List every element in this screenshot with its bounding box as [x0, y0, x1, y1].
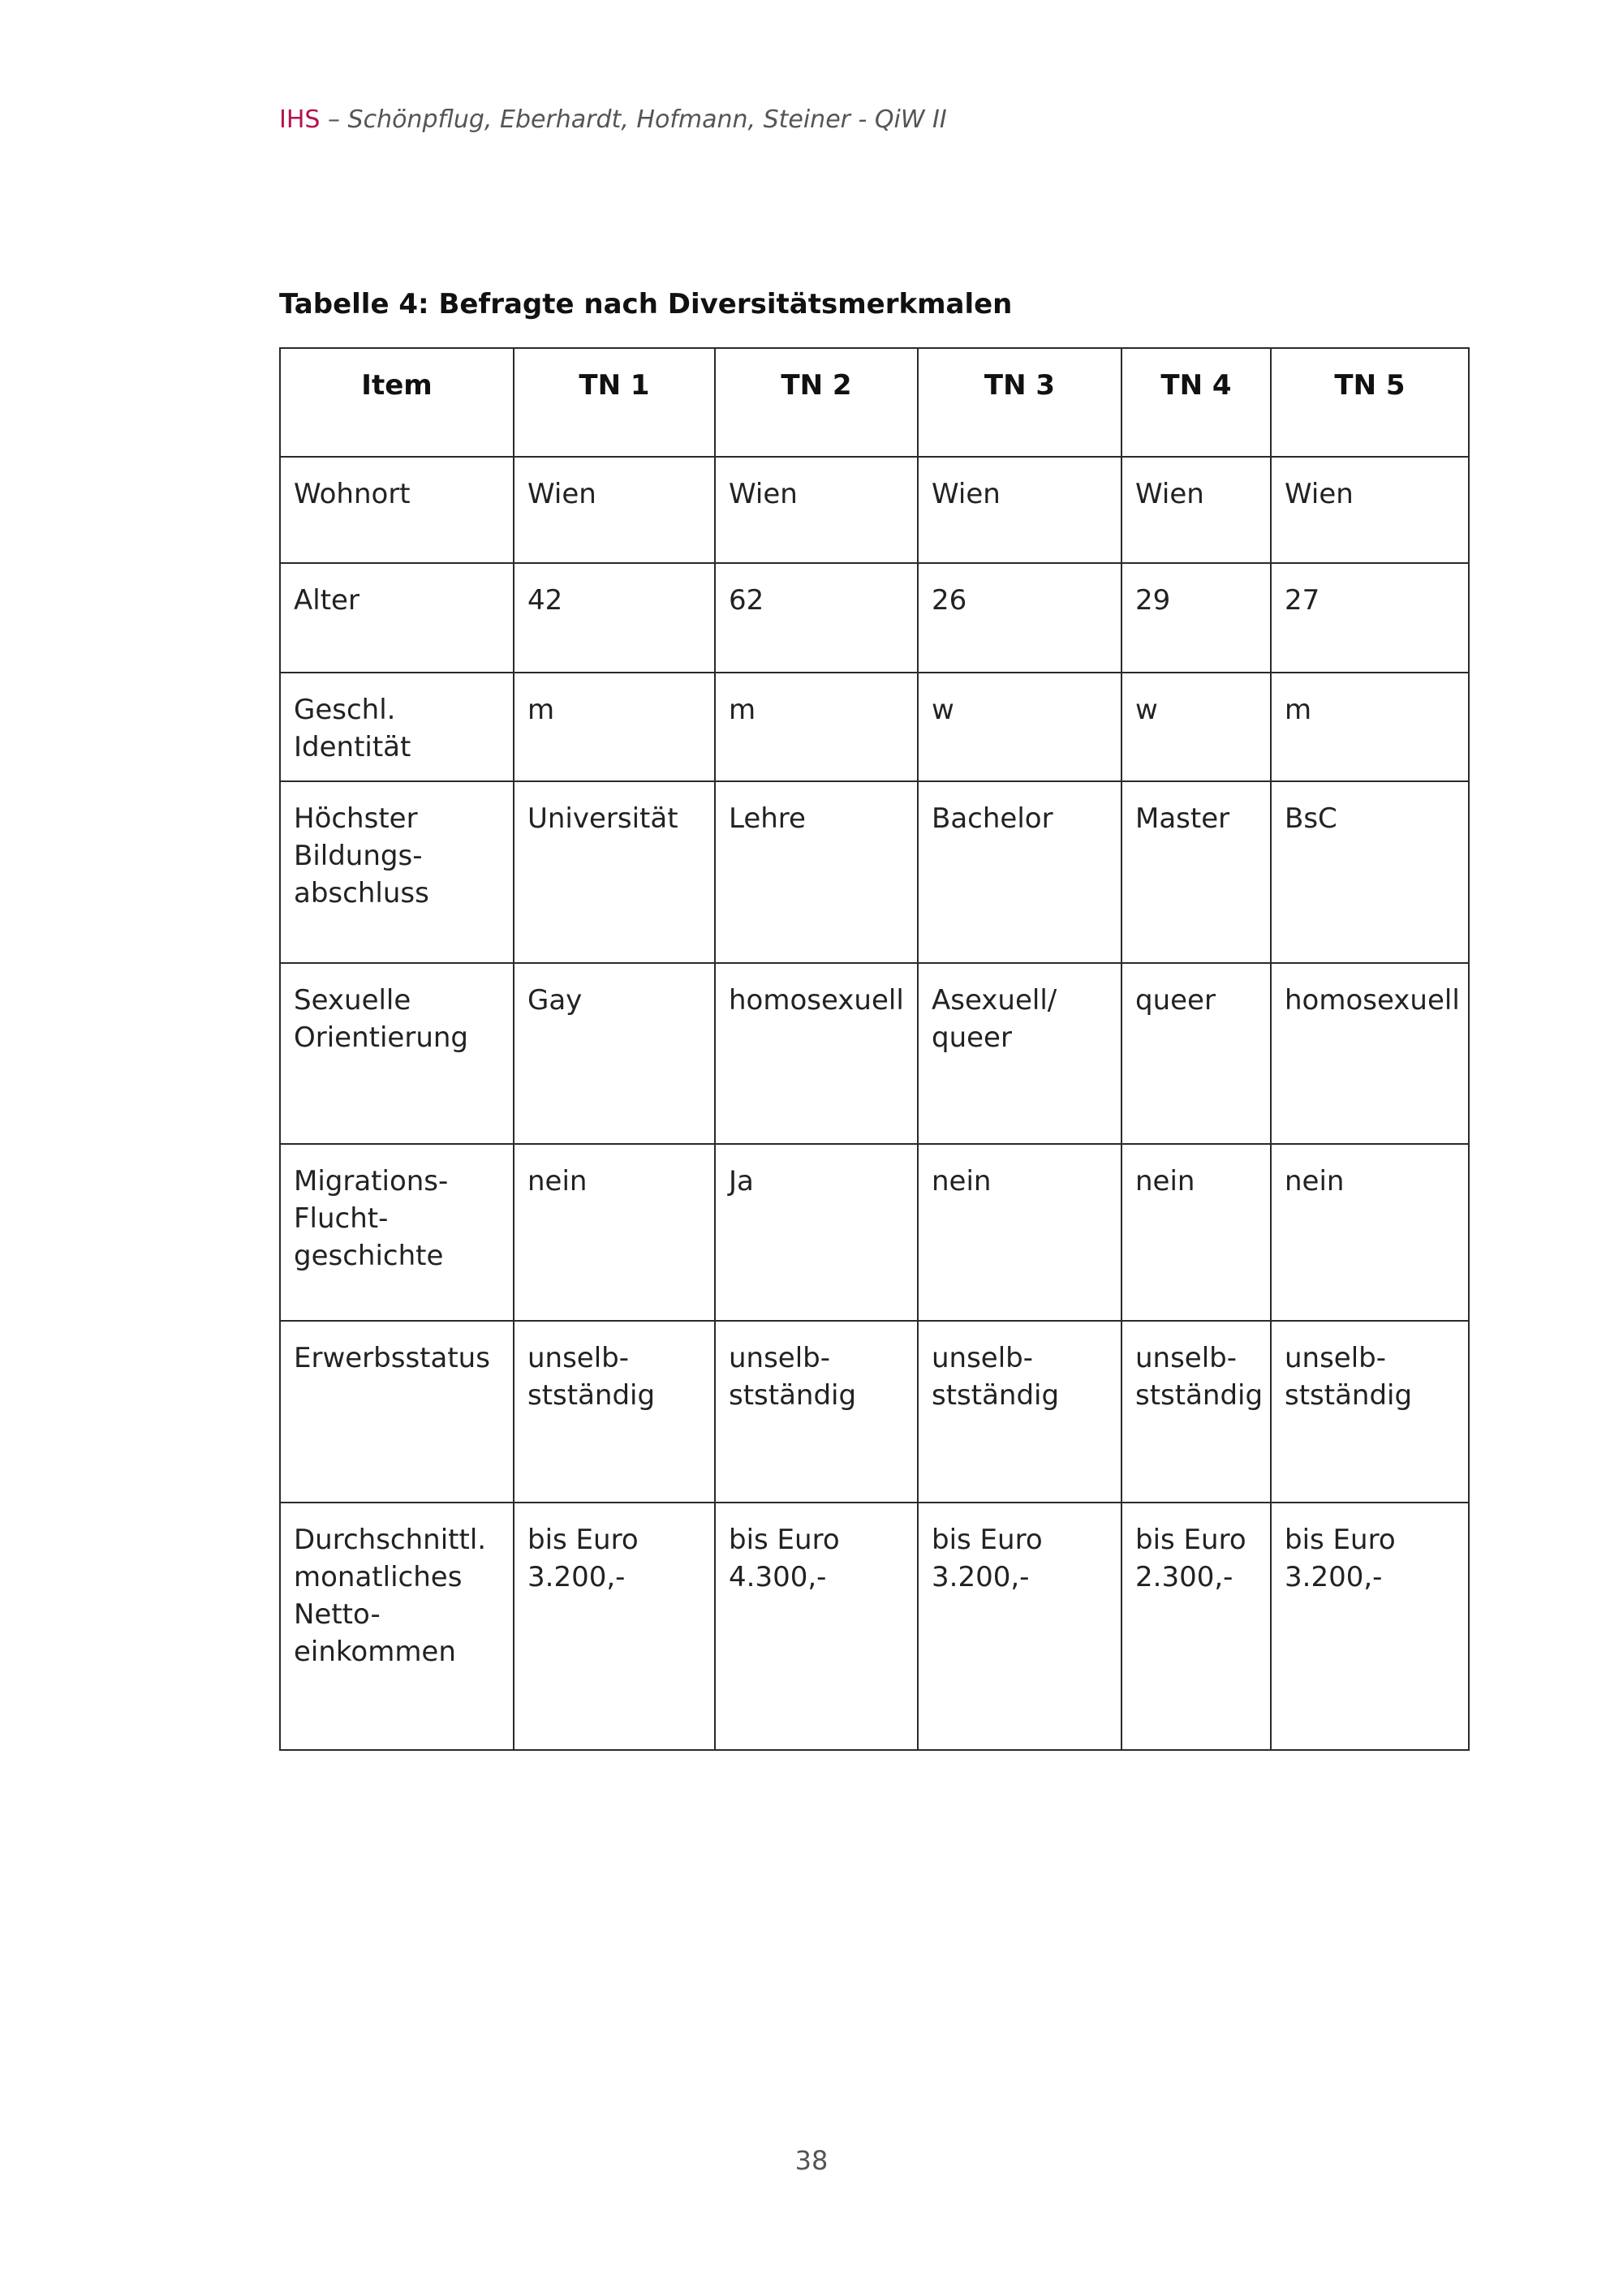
table-cell: Wien: [514, 457, 715, 563]
table-cell: unselb- stständig: [918, 1321, 1121, 1503]
table-header-row: [280, 348, 1469, 457]
table-row: [280, 673, 1469, 781]
column-header: TN 4: [1121, 348, 1271, 457]
page-number: 38: [794, 2145, 829, 2176]
table-cell: 29: [1121, 563, 1271, 673]
table-cell: m: [1271, 673, 1469, 781]
row-label: Sexuelle Orientierung: [280, 963, 514, 1144]
table-cell: unselb- stständig: [514, 1321, 715, 1503]
table-cell: nein: [1271, 1144, 1469, 1321]
table-cell: BsC: [1271, 781, 1469, 963]
table-cell: m: [715, 673, 918, 781]
table-cell: 42: [514, 563, 715, 673]
table-cell: bis Euro 3.200,-: [918, 1503, 1121, 1750]
running-header: [279, 104, 947, 136]
table-row: [280, 457, 1469, 563]
table-cell: homosexuell: [1271, 963, 1469, 1144]
table-cell: bis Euro 4.300,-: [715, 1503, 918, 1750]
table-cell: Gay: [514, 963, 715, 1144]
table-cell: m: [514, 673, 715, 781]
table-cell: w: [918, 673, 1121, 781]
table-cell: Wien: [715, 457, 918, 563]
table-cell: homosexuell: [715, 963, 918, 1144]
table-cell: bis Euro 2.300,-: [1121, 1503, 1271, 1750]
table-cell: unselb- stständig: [715, 1321, 918, 1503]
header-authors: – Schönpflug, Eberhardt, Hofmann, Steiner - QiW II: [320, 105, 947, 134]
column-header: Item: [280, 348, 514, 457]
table-caption: Tabelle 4: Befragte nach Diversitätsmerkmalen: [279, 288, 1013, 320]
table-cell: nein: [918, 1144, 1121, 1321]
row-label: Wohnort: [280, 457, 514, 563]
table-cell: Lehre: [715, 781, 918, 963]
row-label: Alter: [280, 563, 514, 673]
table-cell: Universität: [514, 781, 715, 963]
table-cell: Wien: [1271, 457, 1469, 563]
table-cell: nein: [514, 1144, 715, 1321]
table-row: [280, 781, 1469, 963]
row-label: Migrations- Flucht- geschichte: [280, 1144, 514, 1321]
row-label: Erwerbsstatus: [280, 1321, 514, 1503]
table-cell: nein: [1121, 1144, 1271, 1321]
table-row: [280, 1144, 1469, 1321]
diversity-table: [279, 347, 1470, 1751]
table-row: [280, 1321, 1469, 1503]
column-header: TN 2: [715, 348, 918, 457]
table-cell: Wien: [918, 457, 1121, 563]
table-row: [280, 563, 1469, 673]
table-cell: w: [1121, 673, 1271, 781]
table-cell: bis Euro 3.200,-: [1271, 1503, 1469, 1750]
table-cell: 27: [1271, 563, 1469, 673]
header-org: IHS: [279, 105, 321, 134]
table-cell: Master: [1121, 781, 1271, 963]
row-label: Geschl. Identität: [280, 673, 514, 781]
column-header: TN 3: [918, 348, 1121, 457]
row-label: Durchschnittl. monatliches Netto- einkommen: [280, 1503, 514, 1750]
table-cell: Ja: [715, 1144, 918, 1321]
table-cell: queer: [1121, 963, 1271, 1144]
table-cell: 62: [715, 563, 918, 673]
table-cell: 26: [918, 563, 1121, 673]
table-row: [280, 1503, 1469, 1750]
table-cell: Bachelor: [918, 781, 1121, 963]
row-label: Höchster Bildungs- abschluss: [280, 781, 514, 963]
table-row: [280, 963, 1469, 1144]
table-cell: unselb- stständig: [1271, 1321, 1469, 1503]
table-cell: Wien: [1121, 457, 1271, 563]
column-header: TN 5: [1271, 348, 1469, 457]
table-cell: unselb- stständig: [1121, 1321, 1271, 1503]
table-cell: bis Euro 3.200,-: [514, 1503, 715, 1750]
column-header: TN 1: [514, 348, 715, 457]
table-cell: Asexuell/ queer: [918, 963, 1121, 1144]
